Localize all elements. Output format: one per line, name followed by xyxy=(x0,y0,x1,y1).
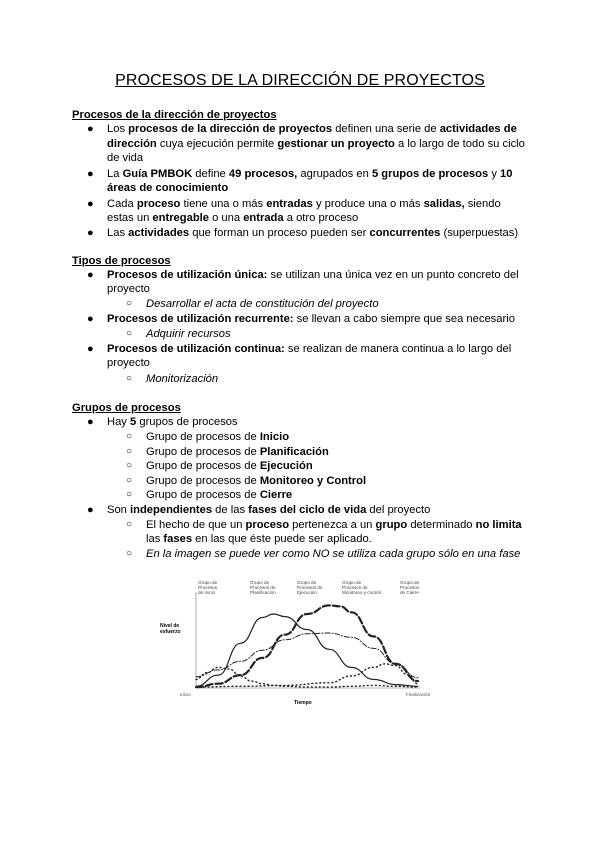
sub-bullet-icon: ○ xyxy=(126,460,133,471)
sub-bullet-icon: ○ xyxy=(126,489,133,500)
series-line-5 xyxy=(196,664,418,687)
paragraph-line: Procesos de utilización continua: se realizan de manera continua a lo largo del xyxy=(107,343,512,355)
group-item: Grupo de procesos de Planificación xyxy=(146,446,329,458)
bullet-icon: ● xyxy=(87,504,94,516)
series-line-4 xyxy=(196,633,418,678)
sub-bullet-icon: ○ xyxy=(126,431,133,442)
x-start-label: Inicio xyxy=(180,692,191,697)
series-line-1 xyxy=(196,667,418,687)
label-ejecucion-3: Ejecución xyxy=(297,590,317,595)
x-axis-label: Tiempo xyxy=(294,700,312,706)
sub-item: Desarrollar el acta de constitución del proyecto xyxy=(146,298,379,310)
bullet-icon: ● xyxy=(87,227,94,239)
paragraph-line: Son independientes de las fases del ciclo de vida del proyecto xyxy=(107,504,431,516)
paragraph-line: proyecto xyxy=(107,283,150,295)
bullet-icon: ● xyxy=(87,416,94,428)
sub-item: En la imagen se puede ver como NO se utiliza cada grupo sólo en una fase xyxy=(146,548,521,560)
paragraph-line: Hay 5 grupos de procesos xyxy=(107,416,238,428)
sub-item: Monitorización xyxy=(146,373,219,385)
y-axis-label-1: Nivel de xyxy=(160,623,180,629)
label-monitoreo-2: Procesos de xyxy=(342,585,368,590)
label-planificacion-2: Procesos de xyxy=(250,585,276,590)
group-item: Grupo de procesos de Ejecución xyxy=(146,460,313,472)
label-inicio-1: Grupo de xyxy=(198,580,218,585)
label-ejecucion-2: Procesos de xyxy=(297,585,323,590)
label-monitoreo-1: Grupo de xyxy=(342,580,362,585)
label-monitoreo-3: Monitoreo y control xyxy=(342,590,382,595)
paragraph-line: Los procesos de la dirección de proyectos definen una serie de actividades de xyxy=(107,123,517,135)
sub-bullet-icon: ○ xyxy=(126,373,133,384)
paragraph-line: de vida xyxy=(107,152,144,164)
group-item: Grupo de procesos de Monitoreo y Control xyxy=(146,475,367,487)
paragraph-line: áreas de conocimiento xyxy=(107,182,229,194)
section-heading-grupos: Grupos de procesos xyxy=(72,402,181,414)
label-cierre-2: Procesos xyxy=(400,585,420,590)
label-inicio-3: de Inicio xyxy=(198,590,216,595)
bullet-icon: ● xyxy=(87,123,94,135)
bullet-icon: ● xyxy=(87,168,94,180)
label-cierre-3: de Cierre xyxy=(400,590,419,595)
series-line-3 xyxy=(196,605,418,687)
paragraph-line: dirección cuya ejecución permite gestionar un proyecto a lo largo de todo su ciclo xyxy=(107,138,525,150)
sub-bullet-icon: ○ xyxy=(126,298,133,309)
group-item: Grupo de procesos de Cierre xyxy=(146,489,293,501)
sub-item: Adquirir recursos xyxy=(146,328,231,340)
bullet-icon: ● xyxy=(87,269,94,281)
bullet-icon: ● xyxy=(87,198,94,210)
y-axis-label-2: esfuerzo xyxy=(160,629,181,635)
page-title: PROCESOS DE LA DIRECCIÓN DE PROYECTOS xyxy=(115,72,485,89)
paragraph-line: estas un entregable o una entrada a otro proceso xyxy=(107,212,359,224)
paragraph-line: Procesos de utilización única: se utilizan una única vez en un punto concreto del xyxy=(107,269,519,281)
label-ejecucion-1: Grupo de xyxy=(297,580,317,585)
label-planificacion-3: Planificación xyxy=(250,590,276,595)
process-groups-chart xyxy=(160,562,440,710)
paragraph-line: La Guía PMBOK define 49 procesos, agrupados en 5 grupos de procesos y 10 xyxy=(107,168,513,180)
label-planificacion-1: Grupo de xyxy=(250,580,270,585)
label-inicio-2: Procesos xyxy=(198,585,218,590)
section-heading-procesos: Procesos de la dirección de proyectos xyxy=(72,109,277,121)
paragraph-line: Las actividades que forman un proceso pueden ser concurrentes (superpuestas) xyxy=(107,227,519,239)
paragraph-line: El hecho de que un proceso pertenezca a un grupo determinado no limita xyxy=(146,519,522,531)
paragraph-line: proyecto xyxy=(107,357,150,369)
x-end-label: Finalización xyxy=(406,692,431,697)
sub-bullet-icon: ○ xyxy=(126,475,133,486)
section-heading-tipos: Tipos de procesos xyxy=(72,255,171,267)
paragraph-line: Cada proceso tiene una o más entradas y produce una o más salidas, siendo xyxy=(107,198,501,210)
sub-bullet-icon: ○ xyxy=(126,519,133,530)
label-cierre-1: Grupo de xyxy=(400,580,420,585)
paragraph-line: las fases en las que éste puede ser aplicado. xyxy=(146,533,372,545)
sub-bullet-icon: ○ xyxy=(126,446,133,457)
group-item: Grupo de procesos de Inicio xyxy=(146,431,290,443)
sub-bullet-icon: ○ xyxy=(126,548,133,559)
sub-bullet-icon: ○ xyxy=(126,328,133,339)
paragraph-line: Procesos de utilización recurrente: se llevan a cabo siempre que sea necesario xyxy=(107,313,515,325)
bullet-icon: ● xyxy=(87,313,94,325)
bullet-icon: ● xyxy=(87,343,94,355)
